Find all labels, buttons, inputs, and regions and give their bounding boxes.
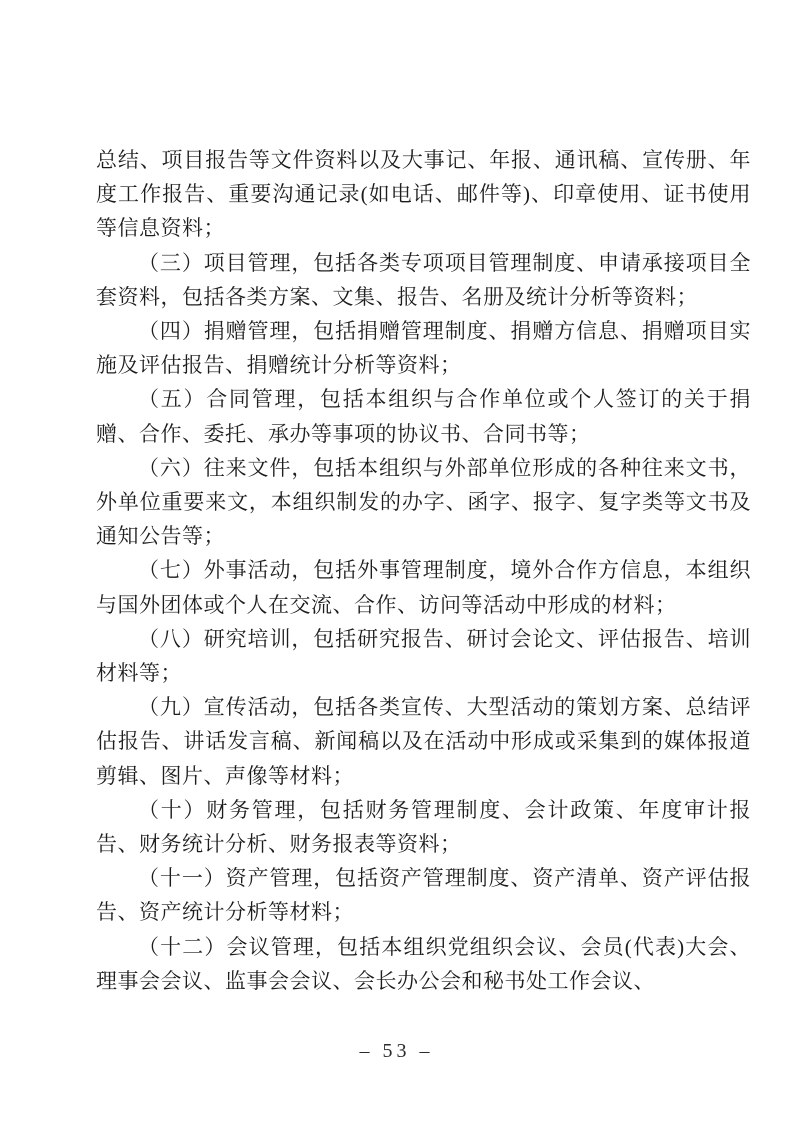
page-number: – 53 – [359, 1040, 434, 1062]
paragraph-item-6: （六）往来文件，包括本组织与外部单位形成的各种往来文书，外单位重要来文，本组织制发的办字、函字、报字、复字类等文书及通知公告等； [96, 455, 751, 549]
paragraph-item-9: （九）宣传活动，包括各类宣传、大型活动的策划方案、总结评估报告、讲话发言稿、新闻稿以及在活动中形成或采集到的媒体报道剪辑、图片、声像等材料； [96, 695, 751, 788]
paragraph-item-10: （十）财务管理，包括财务管理制度、会计政策、年度审计报告、财务统计分析、财务报表等资料； [96, 797, 751, 857]
paragraph-item-3: （三）项目管理，包括各类专项项目管理制度、申请承接项目全套资料，包括各类方案、文集、报告、名册及统计分析等资料； [96, 250, 751, 309]
paragraph-item-4: （四）捐赠管理，包括捐赠管理制度、捐赠方信息、捐赠项目实施及评估报告、捐赠统计分析等资料； [96, 319, 751, 378]
paragraph-item-5: （五）合同管理，包括本组织与合作单位或个人签订的关于捐赠、合作、委托、承办等事项的协议书、合同书等； [96, 387, 751, 446]
document-text-block [96, 143, 751, 998]
paragraph-continuation: 总结、项目报告等文件资料以及大事记、年报、通讯稿、宣传册、年度工作报告、重要沟通记录(如电话、邮件等)、印章使用、证书使用等信息资料； [96, 148, 751, 241]
paragraph-item-8: （八）研究培训，包括研究报告、研讨会论文、评估报告、培训材料等； [96, 626, 751, 686]
paragraph-item-11: （十一）资产管理，包括资产管理制度、资产清单、资产评估报告、资产统计分析等材料； [96, 866, 751, 925]
paragraph-item-7: （七）外事活动，包括外事管理制度，境外合作方信息，本组织与国外团体或个人在交流、合作、访问等活动中形成的材料； [96, 558, 751, 617]
paragraph-item-12: （十二）会议管理，包括本组织党组织会议、会员(代表)大会、理事会会议、监事会会议、会长办公会和秘书处工作会议、 [96, 934, 751, 993]
